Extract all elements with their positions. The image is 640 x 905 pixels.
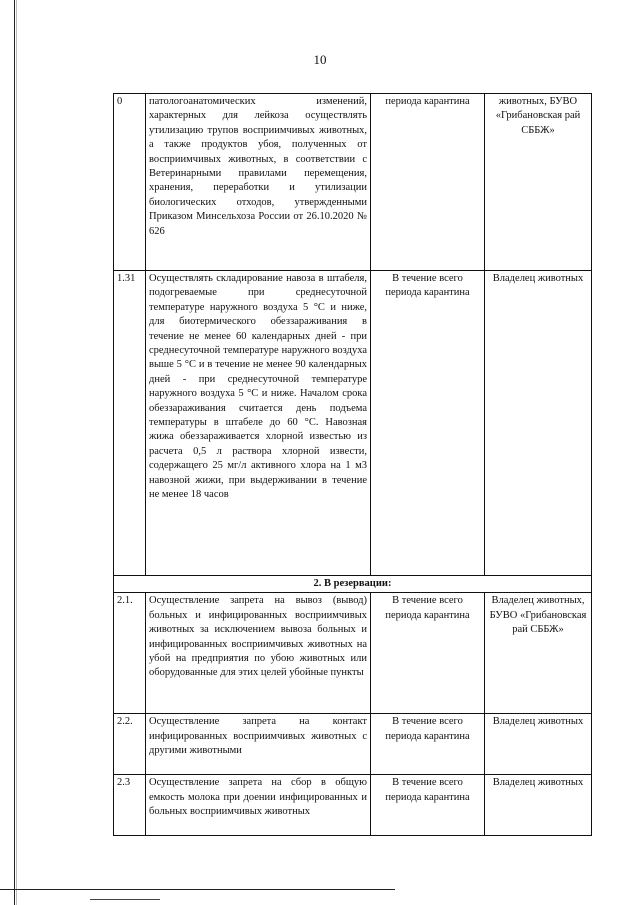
scan-bottom-edge-line (0, 889, 395, 890)
table-row (114, 775, 592, 836)
measure-text: патологоанатомических изменений, характерных для лейкоза осуществлять утилизацию трупов восприимчивых животных, а также продуктов убоя, полученных от восприимчивых животных, в соответствии с Ветеринарными правилами перемещения, хранения, переработки и утилизации биологических отходов, утвержденными Приказом Минсельхоза России от 26.10.2020 № 626 (146, 94, 371, 271)
responsible-text: Владелец животных (485, 775, 592, 836)
measure-text: Осуществление запрета на сбор в общую емкость молока при доении инфицированных и больных восприимчивых животных (146, 775, 371, 836)
term-text: В течение всего периода карантина (371, 714, 485, 775)
term-text: В течение всего периода карантина (371, 271, 485, 576)
measures-table (113, 93, 592, 836)
row-number: 0 (114, 94, 146, 271)
responsible-text: Владелец животных, БУВО «Грибановская рай СББЖ» (485, 593, 592, 714)
scan-left-edge-line-faint (16, 0, 17, 905)
responsible-text: животных, БУВО «Грибановская рай СББЖ» (485, 94, 592, 271)
row-number: 1.31 (114, 271, 146, 576)
table-row (114, 593, 592, 714)
term-text: периода карантина (371, 94, 485, 271)
term-text: В течение всего периода карантина (371, 593, 485, 714)
row-number: 2.3 (114, 775, 146, 836)
measure-text: Осуществление запрета на контакт инфицированных восприимчивых животных с другими животными (146, 714, 371, 775)
responsible-text: Владелец животных (485, 714, 592, 775)
row-number: 2.2. (114, 714, 146, 775)
measure-text: Осуществлять складирование навоза в штабеля, подогреваемые при среднесуточной температуре наружного воздуха 5 °С и ниже, для биотермического обеззараживания в течение не менее 60 календарных дней - при среднесуточной температуре наружного воздуха выше 5 °С и в течение не менее 90 календарных дней - при среднесуточной температуре наружного воздуха 5 °С и ниже. Началом срока обеззараживания считается день подъема температуры в штабеле до 60 °С. Навозная жижа обеззараживается хлорной известью из расчета 0,5 л раствора хлорной извести, содержащего 25 мг/л активного хлора на 1 м3 навозной жижи, при выдерживании в течение не менее 18 часов (146, 271, 371, 576)
section-title: 2. В резервации: (114, 576, 592, 593)
table-row (114, 271, 592, 576)
term-text: В течение всего периода карантина (371, 775, 485, 836)
scan-bottom-mark (90, 899, 160, 900)
row-number: 2.1. (114, 593, 146, 714)
measure-text: Осуществление запрета на вывоз (вывод) больных и инфицированных восприимчивых животных за исключением вывоза больных и инфицированных восприимчивых животных на убой на предприятия по убою животных или оборудованные для этих целей убойные пункты (146, 593, 371, 714)
table-row (114, 714, 592, 775)
responsible-text: Владелец животных (485, 271, 592, 576)
scan-left-edge-line (14, 0, 15, 905)
section-row (114, 576, 592, 593)
page-number: 10 (313, 52, 327, 67)
table-row (114, 94, 592, 271)
